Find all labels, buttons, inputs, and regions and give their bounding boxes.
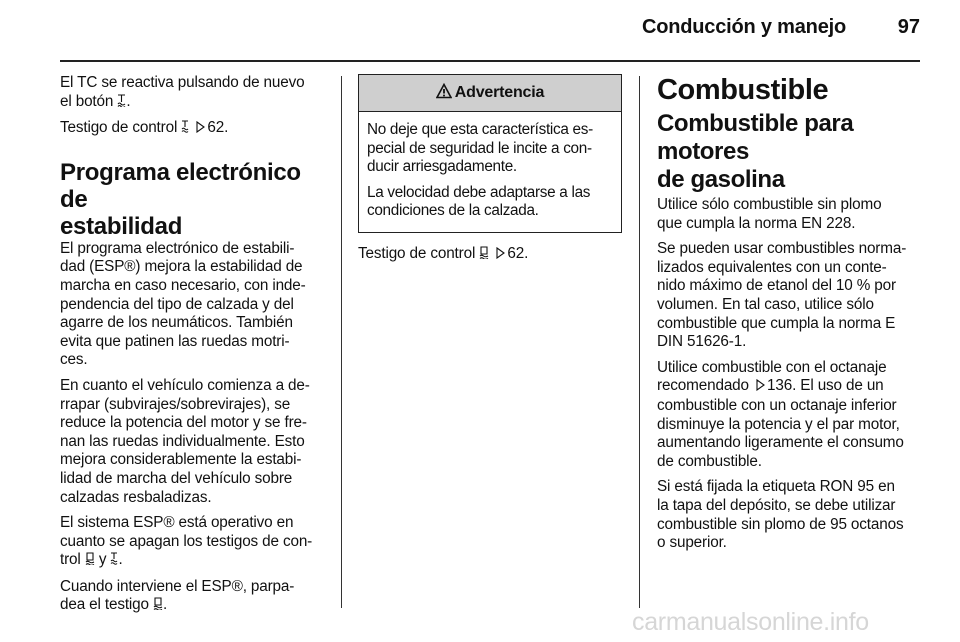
esp-control-paragraph: Testigo de control 62. — [358, 245, 622, 265]
ron-paragraph: Si está fijada la etiqueta RON 95 en la tapa del depósito, se debe utilizar combustible sin plomo de 95 octanos o superior. — [657, 478, 904, 552]
page-reference: 62. — [207, 119, 229, 137]
column-divider-left — [341, 76, 342, 608]
column-1 — [60, 74, 328, 623]
esp-operational-paragraph: El sistema ESP® está operativo en cuanto se apagan los testigos de con- trol y . — [60, 514, 328, 571]
warning-triangle-icon — [436, 83, 452, 104]
warning-paragraph: La velocidad debe adaptarse a las condiciones de la calzada. — [367, 183, 591, 220]
esp-icon — [85, 552, 95, 571]
running-header-title: Conducción y manejo — [641, 16, 846, 38]
esp-intro-paragraph: El programa electrónico de estabili- dad (ESP®) mejora la estabilidad de marcha en caso necesario, con inde- pendencia del tipo de calzada y del agarre de los neumáticos. También evita que patinen las ruedas motri- ces. — [60, 239, 306, 369]
column-2 — [358, 74, 622, 272]
gasoline-fuel-heading: Combustible para motores de gasolina — [657, 110, 854, 193]
page-reference-arrow-icon — [496, 246, 505, 265]
warning-body — [359, 112, 621, 232]
fuel-paragraph: Se pueden usar combustibles norma- lizados equivalentes con un conte- nido máximo de etanol del 10 % por volumen. En tal caso, utilice sólo combustible que cumpla la norma E DIN 51626-1. — [657, 240, 907, 351]
column-divider-right — [639, 76, 640, 608]
page-number: 97 — [897, 16, 920, 38]
header-rule — [60, 60, 920, 62]
octane-paragraph: Utilice combustible con el octanaje recomendado 136. El uso de un combustible con un octanaje inferior disminuye la potencia y el par motor, aumentando ligeramente el consumo de combustible. — [657, 358, 904, 470]
esp-icon — [479, 246, 489, 265]
tc-reactivation-paragraph: El TC se reactiva pulsando de nuevo el botón . — [60, 74, 328, 112]
warning-paragraph: No deje que esta característica es- pecial de seguridad le incite a con- ducir arriesgadamente. — [367, 121, 593, 176]
page-reference: 62. — [507, 244, 529, 262]
esp-icon — [153, 597, 163, 616]
tc-warning-icon — [181, 120, 189, 139]
esp-heading: Programa electrónico de estabilidad — [60, 158, 301, 240]
esp-skid-paragraph: En cuanto el vehículo comienza a de- rrapar (subvirajes/sobrevirajes), se reduce la potencia del motor y se fre- nan las ruedas individualmente. Esto mejora considerablemente la estabi- lidad de marcha del vehículo sobre calzadas resbaladizas. — [60, 376, 310, 506]
tc-off-icon — [117, 94, 126, 113]
column-3 — [657, 74, 923, 560]
page-reference-arrow-icon — [196, 120, 205, 139]
warning-header — [359, 75, 621, 112]
warning-title: Advertencia — [454, 84, 545, 101]
warning-box — [358, 74, 622, 233]
tc-control-paragraph: Testigo de control 62. — [60, 119, 328, 139]
fuel-paragraph: Utilice sólo combustible sin plomo que cumpla la norma EN 228. — [657, 196, 882, 232]
fuel-heading: Combustible — [657, 74, 829, 106]
watermark: carmanualsonline.info — [632, 608, 869, 636]
esp-intervention-paragraph: Cuando interviene el ESP®, parpa- dea el testigo . — [60, 578, 328, 616]
page-reference-arrow-icon — [756, 378, 765, 397]
